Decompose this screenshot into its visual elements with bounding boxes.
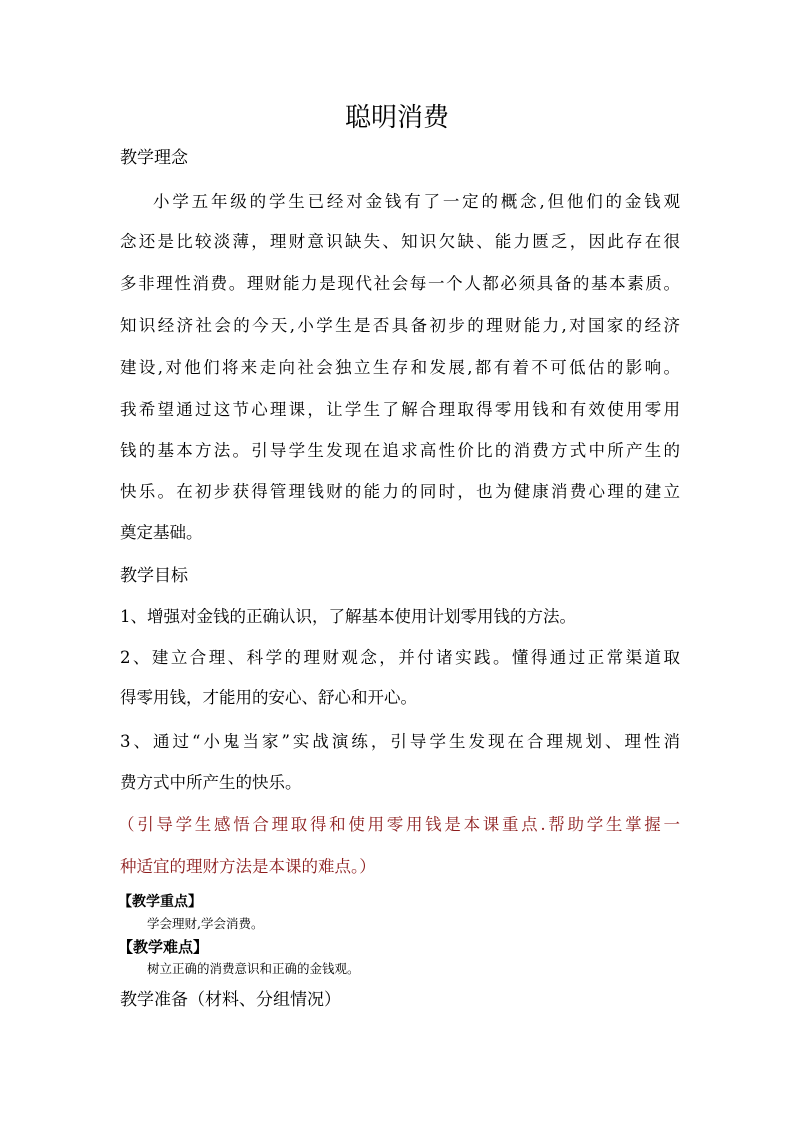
note-line: （引导学生感悟合理取得和使用零用钱是本课重点.帮助学生掌握一 bbox=[118, 815, 680, 834]
paragraph-line: 念还是比较淡薄，理财意识缺失、知识欠缺、能力匮乏，因此存在很 bbox=[120, 232, 680, 251]
difficult-point-text: 树立正确的消费意识和正确的金钱观。 bbox=[147, 961, 360, 976]
paragraph-line: 快乐。在初步获得管理钱财的能力的同时，也为健康消费心理的建立 bbox=[120, 482, 680, 501]
goal-item: 得零用钱，才能用的安心、舒心和开心。 bbox=[120, 688, 417, 707]
goal-item: 3、通过“小鬼当家”实战演练，引导学生发现在合理规划、理性消 bbox=[120, 732, 680, 751]
paragraph-line: 奠定基础。 bbox=[120, 523, 203, 542]
key-point-text: 学会理财,学会消费。 bbox=[147, 916, 264, 931]
note-line: 种适宜的理财方法是本课的难点。） bbox=[120, 857, 376, 876]
goal-item: 1、增强对金钱的正确认识，了解基本使用计划零用钱的方法。 bbox=[120, 607, 576, 626]
paragraph-line: 钱的基本方法。引导学生发现在追求高性价比的消费方式中所产生的 bbox=[120, 441, 680, 460]
paragraph-line: 小学五年级的学生已经对金钱有了一定的概念,但他们的金钱观 bbox=[153, 192, 680, 211]
page-title: 聪明消费 bbox=[344, 103, 449, 133]
section-heading-goals: 教学目标 bbox=[120, 566, 188, 586]
goal-item: 费方式中所产生的快乐。 bbox=[120, 773, 302, 792]
key-point-label: 【教学重点】 bbox=[118, 894, 202, 910]
paragraph-line: 多非理性消费。理财能力是现代社会每一个人都必须具备的基本素质。 bbox=[120, 274, 680, 293]
goal-item: 2、建立合理、科学的理财观念，并付诸实践。懂得通过正常渠道取 bbox=[120, 648, 680, 667]
section-heading-prep: 教学准备（材料、分组情况） bbox=[120, 990, 341, 1010]
paragraph-line: 建设,对他们将来走向社会独立生存和发展,都有着不可低估的影响。 bbox=[120, 358, 680, 377]
paragraph-line: 知识经济社会的今天,小学生是否具备初步的理财能力,对国家的经济 bbox=[120, 316, 680, 335]
difficult-point-label: 【教学难点】 bbox=[118, 938, 209, 956]
paragraph-line: 我希望通过这节心理课，让学生了解合理取得零用钱和有效使用零用 bbox=[120, 400, 680, 419]
section-heading-concept: 教学理念 bbox=[120, 148, 188, 168]
